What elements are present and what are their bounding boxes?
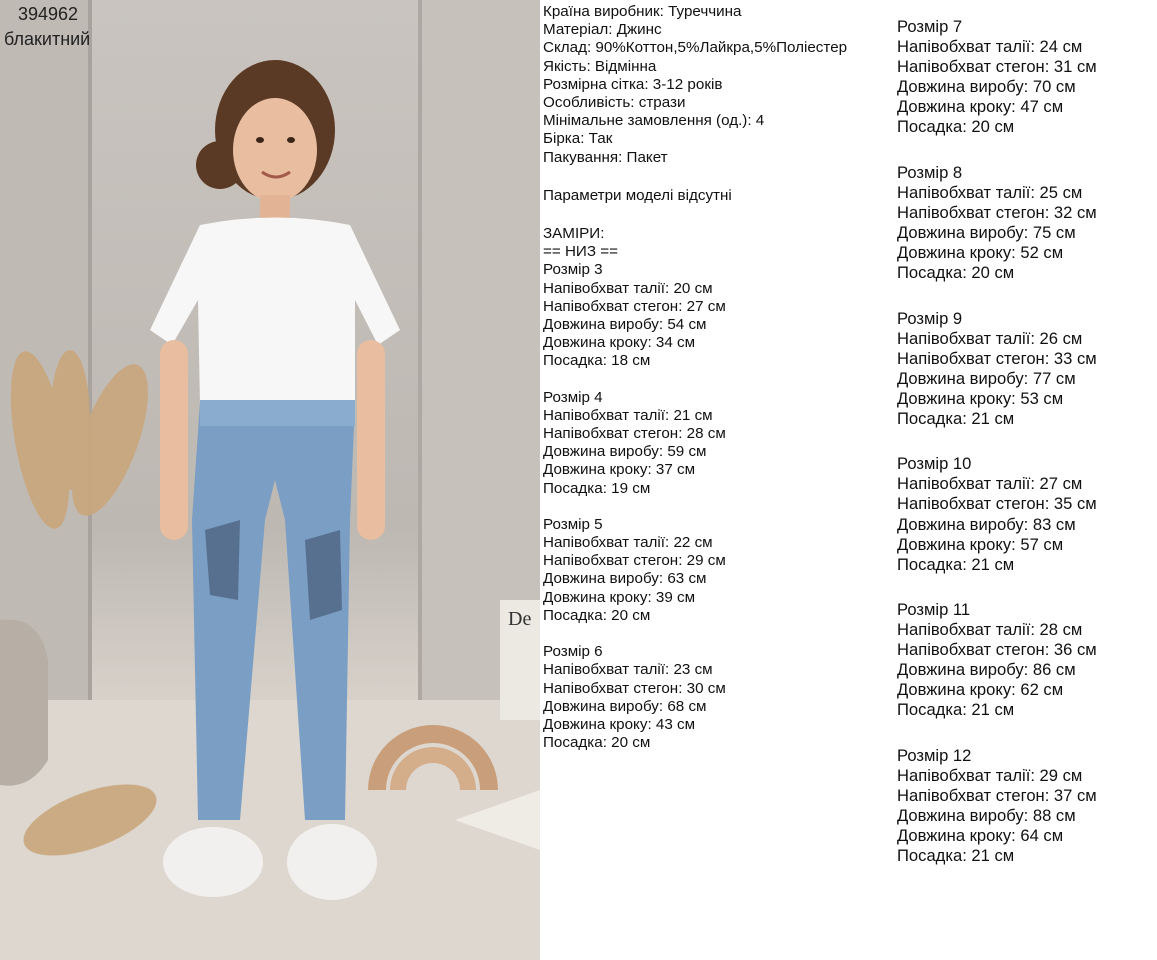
size-line: Довжина кроку: 39 см [543,588,696,606]
measurements-title: ЗАМІРИ: [543,225,605,243]
size-line: Напівобхват талії: 25 см [897,182,1083,202]
book-text: De [508,608,532,630]
size-line: Довжина кроку: 64 см [897,826,1064,846]
size-line: Довжина виробу: 77 см [897,368,1076,388]
size-line: Посадка: 19 см [543,479,651,497]
size-line: Напівобхват стегон: 29 см [543,552,726,570]
model-illustration [0,0,540,960]
spec-line: Особливість: стрази [543,94,686,112]
product-color: блакитний [4,29,91,49]
size-line: Посадка: 20 см [897,117,1015,137]
size-line: Посадка: 21 см [897,554,1015,574]
size-line: Напівобхват талії: 28 см [897,620,1083,640]
size-line: Посадка: 20 см [543,606,651,624]
spec-line: Матеріал: Джинс [543,21,662,39]
size-line: Напівобхват талії: 29 см [897,765,1083,785]
size-line: Посадка: 21 см [897,700,1015,720]
size-line: Напівобхват стегон: 37 см [897,785,1097,805]
spec-line: Бірка: Так [543,130,613,148]
size-line: Посадка: 20 см [543,734,651,752]
size-line: Довжина кроку: 52 см [897,243,1064,263]
size-line: Напівобхват стегон: 30 см [543,679,726,697]
size-line: Посадка: 21 см [897,408,1015,428]
spec-line: Якість: Відмінна [543,57,657,75]
bottom-title: == НИЗ == [543,243,618,261]
product-code: 394962 [18,4,79,24]
size-line: Напівобхват талії: 22 см [543,534,713,552]
size-line: Довжина кроку: 43 см [543,715,696,733]
size-title: Розмір 4 [543,388,603,406]
size-title: Розмір 12 [897,745,972,765]
product-photo [0,0,540,960]
size-title: Розмір 7 [897,17,963,36]
size-line: Довжина виробу: 88 см [897,806,1076,826]
size-line: Довжина виробу: 68 см [543,697,707,715]
size-line: Напівобхват талії: 27 см [897,474,1083,494]
size-line: Довжина кроку: 53 см [897,388,1064,408]
sizes-column [897,17,1097,866]
size-line: Напівобхват талії: 21 см [543,406,713,424]
size-title: Розмір 8 [897,162,963,182]
model-params: Параметри моделі відсутні [543,186,732,204]
size-line: Напівобхват талії: 24 см [897,37,1083,57]
spec-line: Пакування: Пакет [543,148,668,166]
size-line: Напівобхват стегон: 31 см [897,57,1097,77]
size-line: Напівобхват стегон: 32 см [897,202,1097,222]
spec-line: Країна виробник: Туреччина [543,3,742,20]
size-line: Напівобхват стегон: 35 см [897,494,1097,514]
size-line: Довжина кроку: 34 см [543,334,696,352]
size-line: Посадка: 18 см [543,352,651,370]
size-title: Розмір 10 [897,454,972,474]
size-line: Напівобхват стегон: 33 см [897,348,1097,368]
size-title: Розмір 5 [543,515,603,533]
size-line: Посадка: 20 см [897,263,1015,283]
size-line: Напівобхват талії: 20 см [543,279,713,297]
size-line: Довжина кроку: 47 см [897,97,1064,117]
size-line: Довжина кроку: 37 см [543,461,696,479]
size-title: Розмір 11 [897,600,971,619]
size-title: Розмір 6 [543,643,603,661]
size-line: Довжина кроку: 57 см [897,534,1064,554]
size-line: Довжина виробу: 70 см [897,77,1076,97]
size-line: Довжина виробу: 83 см [897,514,1076,534]
size-title: Розмір 9 [897,308,963,328]
size-line: Довжина виробу: 63 см [543,570,707,588]
size-line: Напівобхват талії: 23 см [543,661,713,679]
size-line: Довжина виробу: 54 см [543,316,707,334]
spec-line: Розмірна сітка: 3-12 років [543,75,723,93]
size-line: Довжина виробу: 59 см [543,443,707,461]
size-line: Напівобхват стегон: 28 см [543,425,726,443]
size-line: Довжина кроку: 62 см [897,680,1064,700]
size-line: Довжина виробу: 86 см [897,660,1076,680]
spec-line: Мінімальне замовлення (од.): 4 [543,112,765,130]
size-line: Напівобхват стегон: 27 см [543,297,726,315]
spec-line: Склад: 90%Коттон,5%Лайкра,5%Поліестер [543,39,848,57]
size-line: Напівобхват стегон: 36 см [897,640,1097,660]
specs-column [543,3,847,752]
size-line: Довжина виробу: 75 см [897,223,1076,243]
size-line: Напівобхват талії: 26 см [897,328,1083,348]
size-line: Посадка: 21 см [897,846,1015,866]
size-title: Розмір 3 [543,261,603,279]
